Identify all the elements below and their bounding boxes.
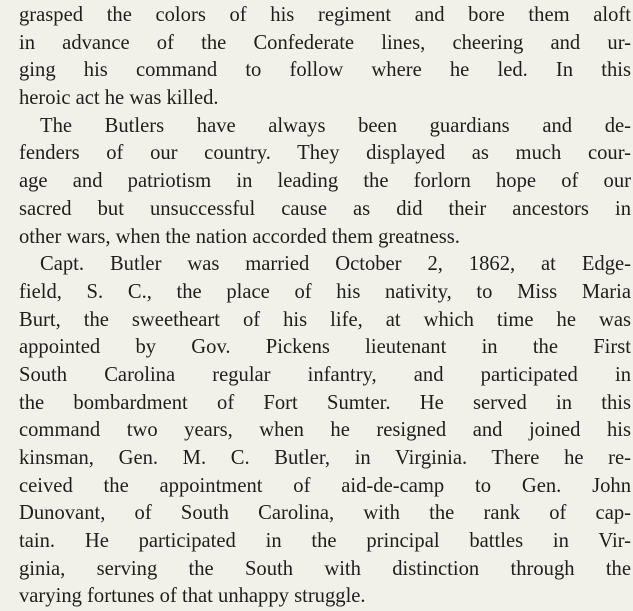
text-line: ceived the appointment of aid-de-camp to Gen. John	[19, 474, 631, 497]
paragraph-2	[19, 113, 631, 251]
text-line: ginia, serving the South with distinction through the	[19, 557, 631, 580]
text-line: The Butlers have always been guardians and de-	[40, 114, 631, 137]
text-line: the bombardment of Fort Sumter. He served in this	[19, 391, 631, 414]
text-line: Capt. Butler was married October 2, 1862, at Edge-	[40, 253, 631, 276]
text-line: kinsman, Gen. M. C. Butler, in Virginia. There he re-	[19, 447, 631, 469]
paragraph-3	[19, 251, 631, 611]
text-line: ging his command to follow where he led. In this	[19, 59, 631, 82]
text-line: other wars, when the nation accorded them greatness.	[19, 225, 460, 248]
text-line: in advance of the Confederate lines, cheering and ur-	[19, 31, 631, 54]
text-line: Dunovant, of South Carolina, with the rank of cap-	[19, 502, 631, 525]
text-line: field, S. C., the place of his nativity, to Miss Maria	[19, 280, 631, 303]
paragraph-1	[19, 2, 631, 113]
text-line: Burt, the sweetheart of his life, at which time he was	[19, 308, 631, 331]
text-line: command two years, when he resigned and joined his	[19, 419, 631, 442]
text-line: South Carolina regular infantry, and participated in	[19, 363, 631, 386]
text-line: sacred but unsuccessful cause as did their ancestors in	[19, 197, 631, 220]
text-line: appointed by Gov. Pickens lieutenant in the First	[19, 336, 631, 359]
text-line: heroic act he was killed.	[19, 87, 219, 110]
text-line: tain. He participated in the principal battles in Vir-	[19, 530, 631, 553]
text-line: varying fortunes of that unhappy struggle.	[19, 585, 366, 608]
text-line: age and patriotism in leading the forlorn hope of our	[19, 170, 631, 193]
text-line: fenders of our country. They displayed as much cour-	[19, 142, 631, 165]
text-line: grasped the colors of his regiment and bore them aloft	[19, 4, 631, 26]
